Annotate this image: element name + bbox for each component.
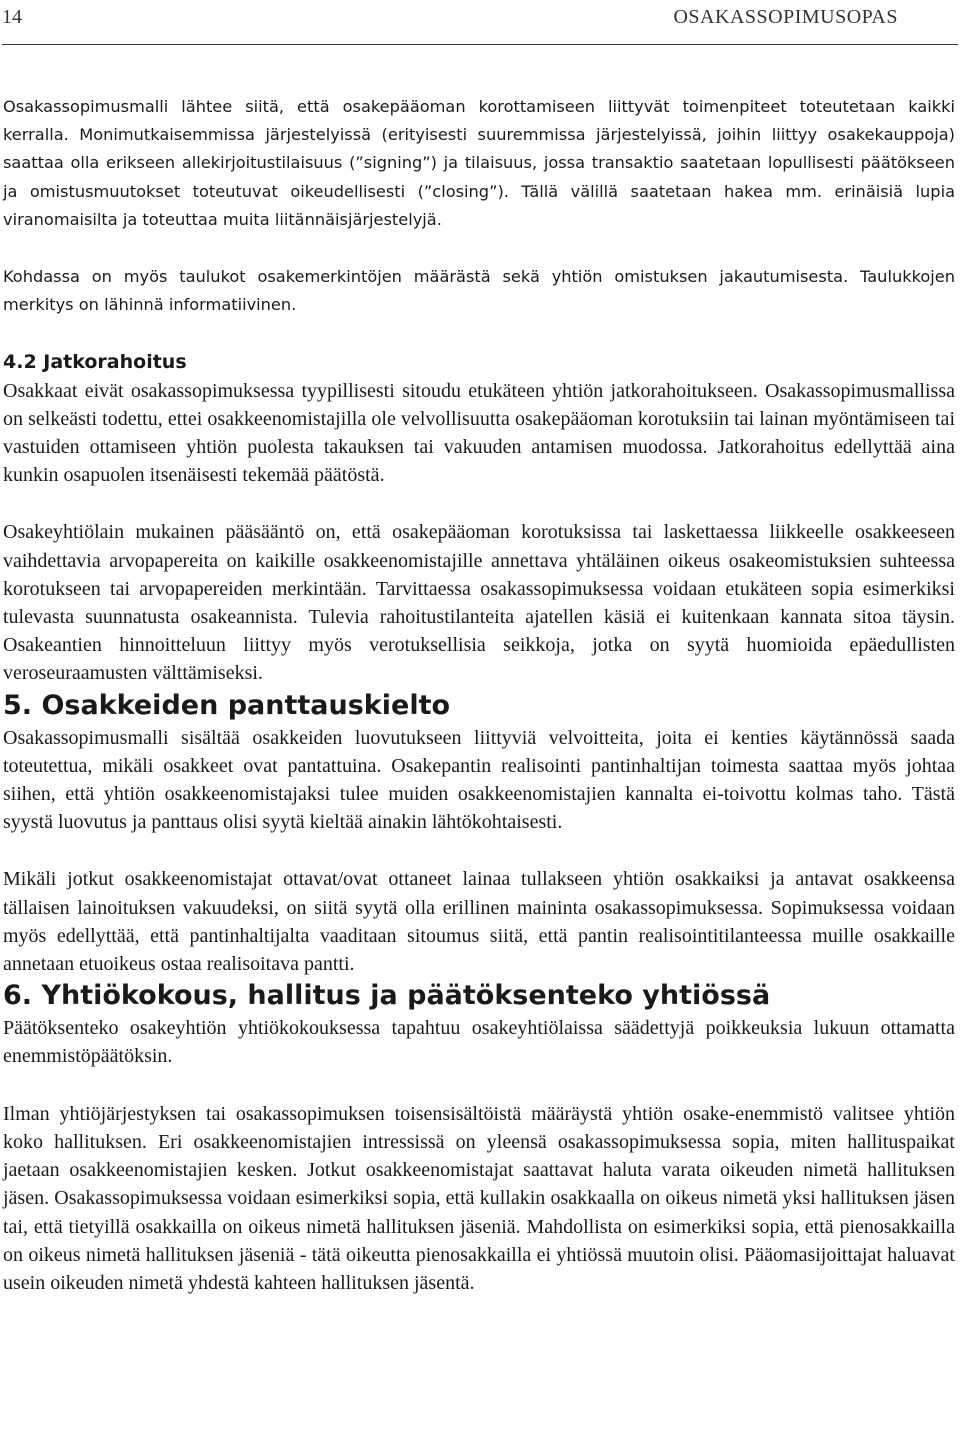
paragraph-osakeyhtiolaki: Osakeyhtiölain mukainen pääsääntö on, että osakepääoman korotuksissa tai laskettaessa liikkeelle osakkeeseen vaihdettavia arvopapereita on kaikille osakkeenomistajille annettava yhtäläinen oikeus osakeomistuksien suhteessa korotukseen tai arvopapereiden merkintään. Tarvittaessa osakassopimuksessa voidaan etukäteen sopia esimerkiksi tulevasta suunnatusta osakeannista. Tulevia rahoitustilanteita ajatellen käsiä ei kuitenkaan kannata sitoa täysin. Osakeantien hinnoitteluun liittyy myös verotuksellisia seikkoja, jotka on syytä huomioida epäedullisten veroseuraamusten välttämiseksi.	[3, 521, 955, 685]
section-heading-yhtiokokous: 6. Yhtiökokous, hallitus ja päätöksenteko yhtiössä	[3, 980, 771, 1012]
page-number: 14	[2, 6, 22, 28]
paragraph-panttaus-2: Mikäli jotkut osakkeenomistajat ottavat/ovat ottaneet lainaa tullakseen yhtiön osakkaiksi ja antavat osakkeensa tällaisen lainoituksen vakuudeksi, on siitä syytä olla erillinen maininta osakassopimuksessa. Sopimuksessa voidaan myös edellyttää, että pantinhaltijalta vaaditaan sitoumus siitä, että pantin realisointitilanteessa muille osakkaille annetaan etuoikeus ostaa realisoitava pantti.	[3, 868, 955, 976]
page-content	[3, 93, 955, 1297]
subheading-jatkorahoitus: 4.2 Jatkorahoitus	[3, 351, 187, 374]
paragraph-jatkorahoitus: Osakkaat eivät osakassopimuksessa tyypillisesti sitoudu etukäteen yhtiön jatkorahoitukseen. Osakassopimusmallissa on selkeästi todettu, ettei osakkeenomistajilla ole velvollisuutta osakepääoman korotuksiin tai lainan myöntämiseen tai vastuiden ottamiseen yhtiön puolesta takauksen tai vakuuden antamisen muodossa. Jatkorahoitus edellyttää aina kunkin osapuolen itsenäisesti tekemää päätöstä.	[3, 379, 955, 487]
paragraph-hallitus: Ilman yhtiöjärjestyksen tai osakassopimuksen toisensisältöistä määräystä yhtiön osake-enemmistö valitsee yhtiön koko hallituksen. Eri osakkeenomistajien intressissä on yleensä osakassopimuksessa sopia, miten hallituspaikat jaetaan osakkeenomistajien kesken. Jotkut osakkeenomistajat saattavat haluta varata oikeuden nimetä hallituksen jäsen. Osakassopimuksessa voidaan esimerkiksi sopia, että kullakin osakkaalla on oikeus nimetä yksi hallituksen jäsen tai, että tietyillä osakkailla on oikeus nimetä hallituksen jäseniä. Mahdollista on esimerkiksi sopia, että pienosakkailla on oikeus nimetä hallituksen jäseniä - tätä oikeutta pienosakkailla ei yhtiössä muutoin olisi. Pääomasijoittajat haluavat usein oikeuden nimetä yhdestä kahteen hallituksen jäsentä.	[3, 1102, 955, 1294]
paragraph-panttaus-1: Osakassopimusmalli sisältää osakkeiden luovutukseen liittyviä velvoitteita, joita ei kenties käytännössä saada toteutettua, mikäli osakkeet ovat pantattuina. Osakepantin realisointi pantinhaltijan toimesta saattaa myös johtaa siihen, että yhtiön osakkeenomistajaksi tulee muiden osakkeenomistajien kannalta ei-toivottu kolmas taho. Tästä syystä luovutus ja panttaus olisi syytä kieltää ainakin lähtökohtaisesti.	[3, 726, 955, 834]
paragraph-signing-closing: Osakassopimusmalli lähtee siitä, että osakepääoman korottamiseen liittyvät toimenpiteet toteutetaan kaikki kerralla. Monimutkaisemmissa järjestelyissä (erityisesti suuremmissa järjestelyissä, joihin liittyy osakekauppoja) saattaa olla erikseen allekirjoitustilaisuus (”signing”) ja tilaisuus, jossa transaktio saatetaan lopullisesti päätökseen ja omistusmuutokset toteutuvat oikeudellisesti (”closing”). Tällä välillä saatetaan hakea mm. erinäisiä lupia viranomaisilta ja toteuttaa muita liitännäisjärjestelyjä.	[3, 97, 955, 229]
paragraph-tables: Kohdassa on myös taulukot osakemerkintöjen määrästä sekä yhtiön omistuksen jakautumisesta. Taulukkojen merkitys on lähinnä informatiivinen.	[3, 267, 955, 315]
paragraph-paatoksenteko: Päätöksenteko osakeyhtiön yhtiökokouksessa tapahtuu osakeyhtiölaissa säädettyjä poikkeuksia lukuun ottamatta enemmistöpäätöksin.	[3, 1017, 955, 1068]
running-title: OSAKASSOPIMUSOPAS	[673, 6, 898, 28]
section-heading-panttauskielto: 5. Osakkeiden panttauskielto	[3, 689, 451, 721]
running-header	[2, 0, 958, 45]
